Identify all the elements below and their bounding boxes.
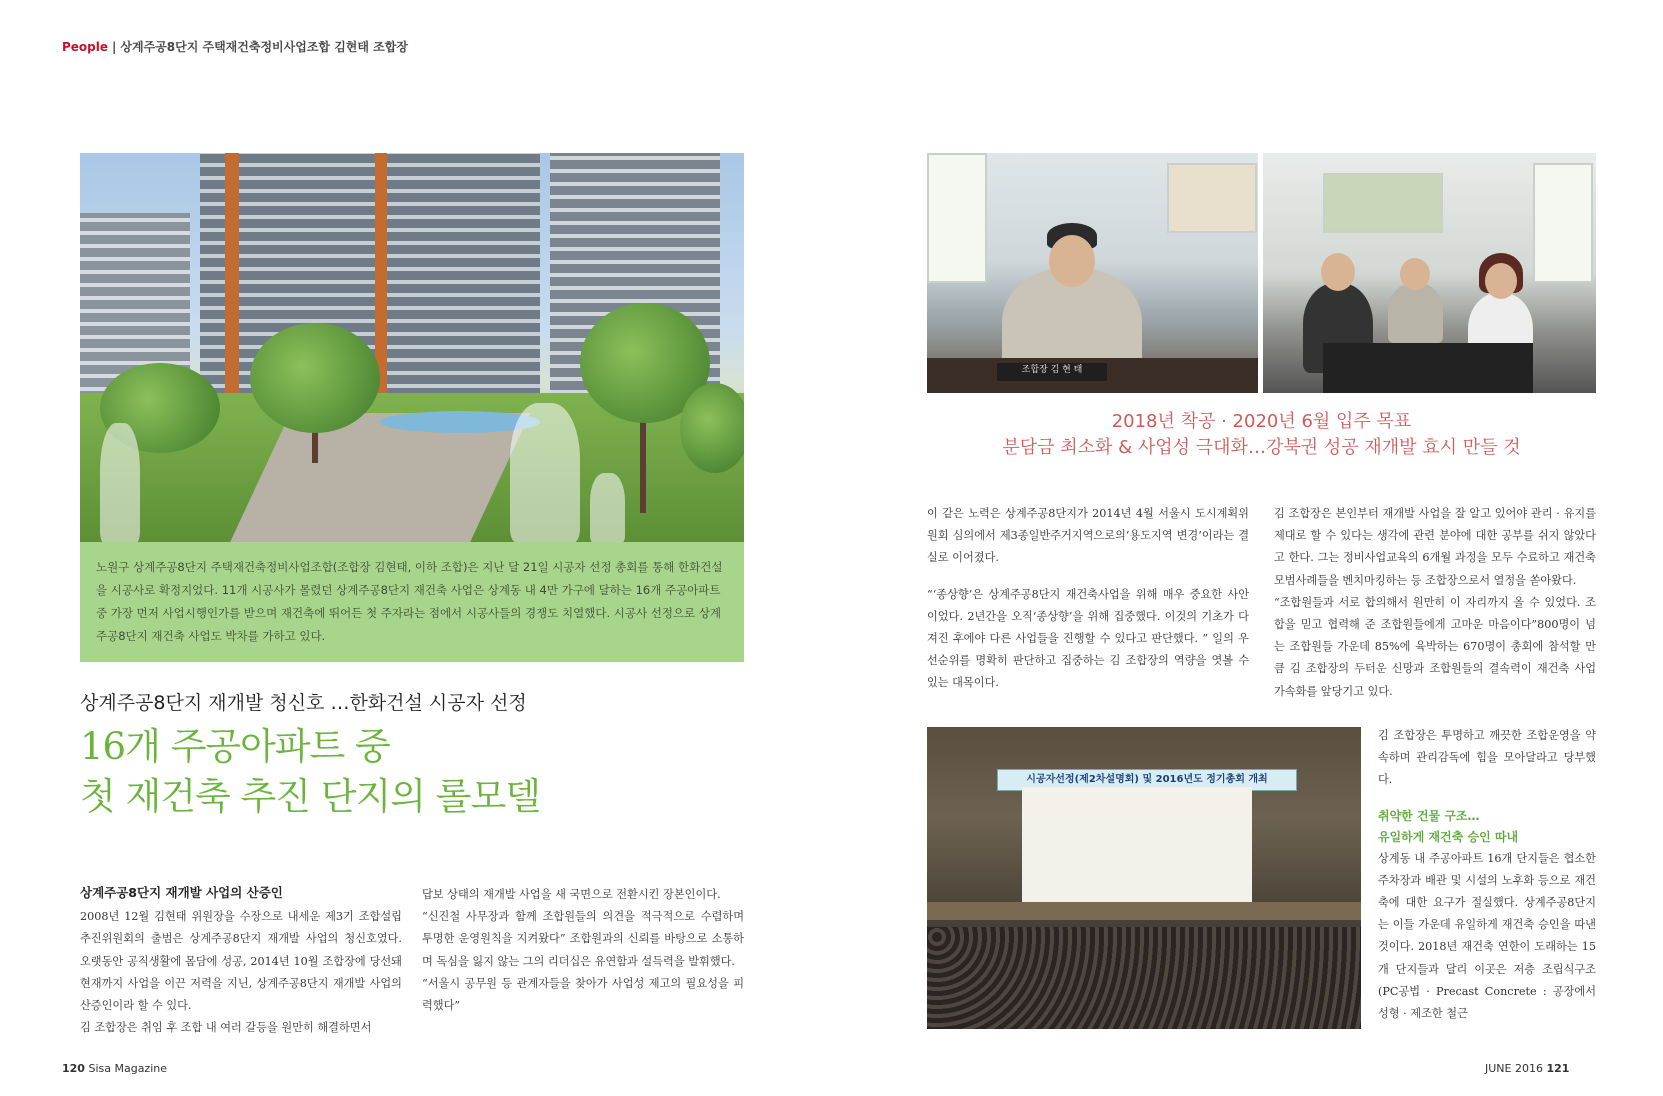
body-column-4-lower [1378,725,1596,1025]
column-4-paragraph: 상계동 내 주공아파트 16개 단지들은 협소한 주차장과 배관 및 시설의 노후화 등으로 재건축에 대한 요구가 절실했다. 상계주공8단지는 이들 가운데 유일하게 재건축 승인을 따낸 것이다. 2018년 재건축 연한이 도래하는 15개 단지들과 달리 이곳은 저층 조립식구조(PC공법 · Precast Concrete : 공장에서 성형 · 제조한 철근 [1378,851,1596,1021]
article-subhead: 상계주공8단지 재개발 청신호 …한화건설 시공자 선정 [80,692,527,714]
running-header [62,38,408,55]
column-1-heading: 상계주공8단지 재개발 사업의 산증인 [80,885,283,900]
column-2-paragraph: “신진철 사무장과 함께 조합원들의 의견을 적극적으로 수렴하며 투명한 운영원칙을 지켜왔다” 조합원과의 신뢰를 바탕으로 소통하며 독심을 잃지 않는 그의 리더십은 유연함과 설득력을 발휘했다. [422,910,744,968]
page-number-left: 120 [62,1062,85,1075]
hall-banner: 시공자선정(제2차설명회) 및 2016년도 정기총회 개최 [997,769,1297,791]
nameplate: 조합장 김 현 태 [997,363,1107,381]
apartment-rendering-photo [80,153,744,543]
column-2-paragraph: “서울시 공무원 등 관계자들을 찾아가 사업성 제고의 필요성을 피력했다” [422,976,744,1013]
column-4-paragraph: 김 조합장은 투명하고 깨끗한 조합운영을 약속하며 관리감독에 힘을 모아달라고 당부했다. [1378,729,1596,787]
column-3-paragraph: “‘종상향’은 상계주공8단지 재건축사업을 위해 매우 중요한 사안이었다. 2년간을 오직‘종상향’을 위해 집중했다. 이것의 기초가 다져진 후에야 다른 사업들을 진행할 수 있다고 판단했다. ” 일의 우선순위를 명확히 판단하고 집중하는 김 조합장의 역량을 엿볼 수 있는 대목이다. [927,587,1249,690]
lead-caption-text: 노원구 상계주공8단지 주택재건축정비사업조합(조합장 김현태, 이하 조합)은 지난 달 21일 시공자 선정 총회를 통해 한화건설을 시공사로 확정지었다. 11개 시공사가 몰렸던 상계주공8단지 재건축 사업은 상계동 내 4만 가구에 달하는 16개 주공아파트 중 가장 먼저 사업시행인가를 받으며 재건축에 뛰어든 첫 주자라는 점에서 시공사들의 경쟁도 치열했다. 시공사 선정으로 상계주공8단지 재건축 사업도 박차를 가하고 있다. [96,560,723,643]
body-column-4 [1274,503,1596,703]
headline-line2: 분담금 최소화 & 사업성 극대화…강북권 성공 재개발 효시 만들 것 [1002,437,1521,458]
header-title: 상계주공8단지 주택재건축정비사업조합 김현태 조합장 [120,40,408,54]
page-footer-left [62,1062,167,1075]
header-separator: | [112,40,117,54]
interview-photo-2 [1263,153,1596,393]
body-column-2 [422,884,744,1017]
column-3-paragraph: 이 같은 노력은 상계주공8단지가 2014년 4월 서울시 도시계획위원회 심의에서 제3종일반주거지역으로의‘용도지역 변경’이라는 결실로 이어졌다. [927,507,1249,565]
column-4-subheading-2: 유일하게 재건축 승인 따내 [1378,829,1519,844]
headline-line1: 2018년 착공 · 2020년 6월 입주 목표 [1111,411,1412,432]
column-1-paragraph: 2008년 12월 김현태 위원장을 수장으로 내세운 제3기 조합설립추진위원회의 출범은 상계주공8단지 재개발 사업의 청신호였다. 오랫동안 공직생활에 몸담에 성공, 2014년 10월 조합장에 당선돼 현재까지 사업을 이끈 저력을 지닌, 상계주공8단지 재개발 사업의 산증인이라 할 수 있다. [80,910,402,1013]
lead-caption-box [80,542,744,662]
magazine-name: Sisa Magazine [88,1062,167,1075]
article-title [80,722,540,822]
interview-photo-1 [927,153,1258,393]
body-column-1 [80,882,402,1039]
body-column-3 [927,503,1249,695]
article-title-line2: 첫 재건축 추진 단지의 롤모델 [80,775,540,818]
general-meeting-photo [927,727,1361,1029]
column-4-paragraph: 김 조합장은 본인부터 재개발 사업을 잘 알고 있어야 관리 · 유지를 제대로 할 수 있다는 생각에 관련 분야에 대한 공부를 쉬지 않았다고 한다. 그는 정비사업교육의 6개월 과정을 모두 수료하고 재건축 모범사례들을 벤치마킹하는 등 조합장으로서 열정을 쏟아왔다. [1274,507,1596,587]
column-4-paragraph: “조합원들과 서로 합의해서 원만히 이 자리까지 올 수 있었다. 조합을 믿고 협력해 준 조합원들에게 고마운 마음이다”800명이 넘는 조합원들 가운데 85%에 육박하는 670명이 총회에 참석할 만큼 김 조합장의 두터운 신망과 조합원들의 결속력이 재건축 사업 가속화를 앞당기고 있다. [1274,595,1596,698]
column-4-subheading-1: 취약한 건물 구조… [1378,808,1480,823]
column-2-paragraph: 답보 상태의 재개발 사업을 새 국면으로 전환시킨 장본인이다. [422,888,721,901]
page-number-right: 121 [1546,1062,1570,1075]
column-1-paragraph: 김 조합장은 취임 후 조합 내 여러 갈등을 원만히 해결하면서 [80,1021,372,1035]
section-label: People [62,40,109,54]
right-page-headline [927,409,1596,461]
issue-date: JUNE 2016 [1485,1062,1543,1075]
article-title-line1: 16개 주공아파트 중 [80,725,390,768]
page-footer-right [1485,1062,1569,1075]
